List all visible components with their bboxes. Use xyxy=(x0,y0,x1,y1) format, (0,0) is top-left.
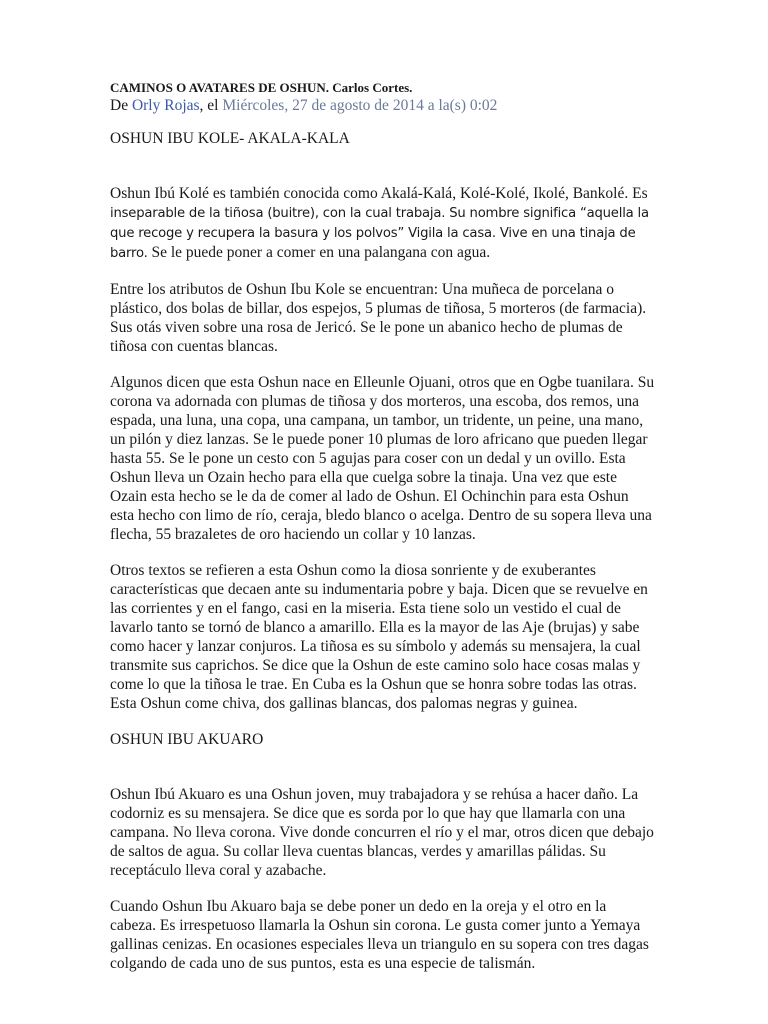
byline-separator: , el xyxy=(199,97,223,114)
byline xyxy=(110,96,655,116)
section-heading-ibu-kole: OSHUN IBU KOLE- AKALA-KALA xyxy=(110,130,350,147)
document-title: CAMINOS O AVATARES DE OSHUN. Carlos Cortes. xyxy=(110,80,413,95)
author-link[interactable]: Orly Rojas xyxy=(131,97,200,114)
section-heading-ibu-akuaro: OSHUN IBU AKUARO xyxy=(110,731,264,748)
paragraph: Cuando Oshun Ibu Akuaro baja se debe poner un dedo en la oreja y el otro en la cabeza. Es irrespetuoso llamarla la Oshun sin corona. Le gusta comer junto a Yemaya gallinas cenizas. En ocasiones especiales lleva un triangulo en su sopera con tres dagas colgando de cada uno de sus puntos, esta es una especie de talismán. xyxy=(110,898,649,972)
paragraph: Algunos dicen que esta Oshun nace en Elleunle Ojuani, otros que en Ogbe tuanilara. Su corona va adornada con plumas de tiñosa y dos morteros, una escoba, dos remos, una espada, una luna, una copa, una campana, un tambor, un tridente, un peine, una mano, un pilón y diez lanzas. Se le puede poner 10 plumas de loro africano que pueden llegar hasta 55. Se le pone un cesto con 5 agujas para coser con un dedal y un ovillo. Esta Oshun lleva un Ozain hecho para ella que cuelga sobre la tinaja. Una vez que este Ozain esta hecho se le da de comer al lado de Oshun. El Ochinchin para esta Oshun esta hecho con limo de río, ceraja, bledo blanco o acelga. Dentro de su sopera lleva una flecha, 55 brazaletes de oro haciendo un collar y 10 lanzas. xyxy=(110,374,655,543)
document-content xyxy=(110,80,655,973)
paragraph-text: Oshun Ibú Kolé es también conocida como Akalá-Kalá, Kolé-Kolé, Ikolé, Bankolé. Es xyxy=(110,185,648,202)
paragraph: Otros textos se refieren a esta Oshun como la diosa sonriente y de exuberantes características que decaen ante su indumentaria pobre y baja. Dicen que se revuelve en las corrientes y en el fango, casi en la miseria. Esta tiene solo un vestido el cual de lavarlo tanto se tornó de blanco a amarillo. Ella es la mayor de las Aje (brujas) y sabe como hacer y lanzar conjuros. La tiñosa es su símbolo y además su mensajera, la cual transmite sus caprichos. Se dice que la Oshun de este camino solo hace cosas malas y come lo que la tiñosa le trae. En Cuba es la Oshun que se honra sobre todas las otras. Esta Oshun come chiva, dos gallinas blancas, dos palomas negras y guinea. xyxy=(110,562,648,712)
paragraph: Entre los atributos de Oshun Ibu Kole se encuentran: Una muñeca de porcelana o plástico, dos bolas de billar, dos espejos, 5 plumas de tiñosa, 5 morteros (de farmacia). Sus otás viven sobre una rosa de Jericó. Se le pone un abanico hecho de plumas de tiñosa con cuentas blancas. xyxy=(110,281,647,355)
paragraph-text: Se le puede poner a comer en una palangana con agua. xyxy=(147,244,491,261)
paragraph xyxy=(110,184,655,263)
paragraph-text-alt-font: inseparable de la tiñosa (buitre), con la cual trabaja. Su nombre significa “aquella la que recoge y recupera la basura y los polvos” Vigila la casa. Vive en una tinaja de barro. xyxy=(110,206,649,261)
post-date: Miércoles, 27 de agosto de 2014 a la(s) 0:02 xyxy=(222,97,498,114)
byline-prefix: De xyxy=(110,97,132,114)
paragraph: Oshun Ibú Akuaro es una Oshun joven, muy trabajadora y se rehúsa a hacer daño. La codorniz es su mensajera. Se dice que es sorda por lo que hay que llamarla con una campana. No lleva corona. Vive donde concurren el río y el mar, otros dicen que debajo de saltos de agua. Su collar lleva cuentas blancas, verdes y amarillas pálidas. Su receptáculo lleva coral y azabache. xyxy=(110,786,654,879)
